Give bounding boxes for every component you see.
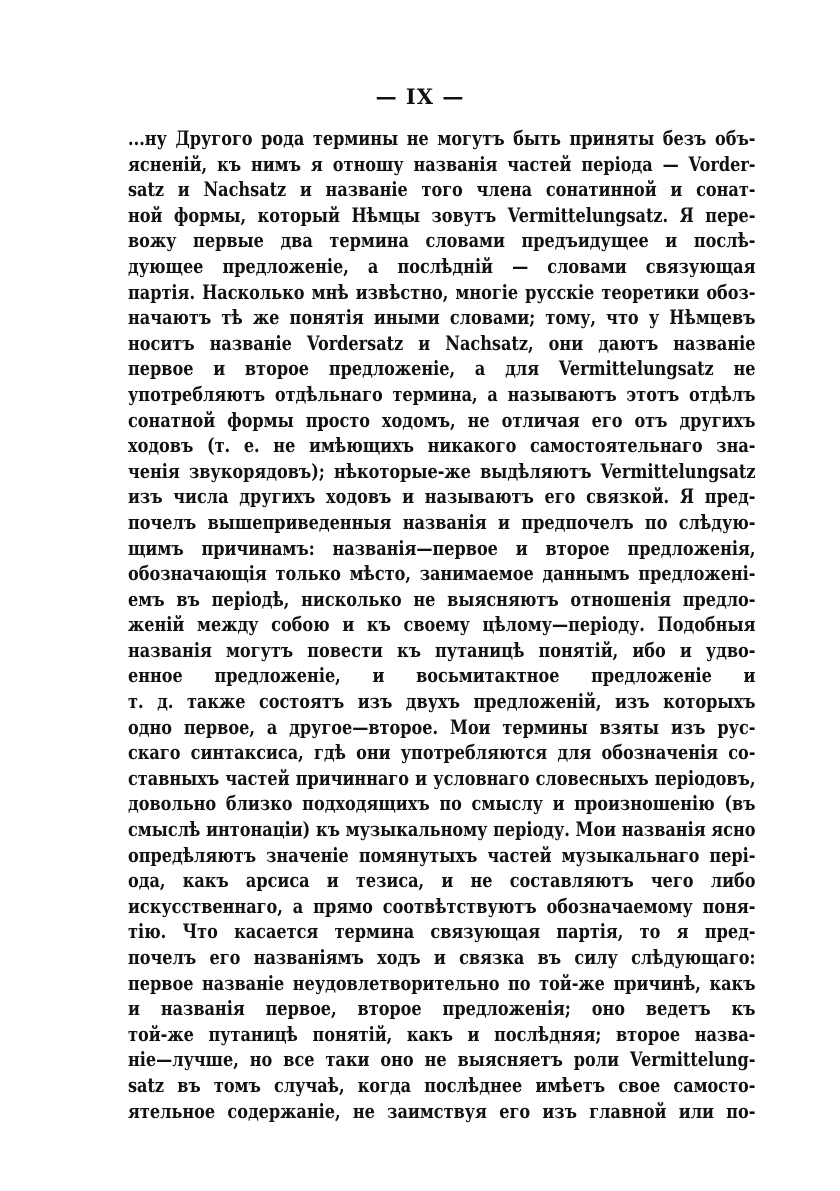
text-line: ходовъ (т. е. не имѣющихъ никакого самостоятельнаго зна- [128, 434, 756, 458]
text-line: ніе—лучше, но все таки оно не выясняетъ роли Vermittelung- [128, 1048, 756, 1072]
text-line: той-же путаницѣ понятій, какъ и послѣдняя; второе назва- [128, 1022, 756, 1046]
text-line: ода, какъ арсиса и тезиса, и не составляютъ чего либо [128, 869, 756, 893]
text-line: дующее предложеніе, а послѣдній — словами связующая [128, 254, 756, 278]
text-line: изъ числа другихъ ходовъ и называютъ его связкой. Я пред- [128, 485, 756, 509]
text-line: начаютъ тѣ же понятія иными словами; тому, что у Нѣмцевъ [128, 306, 756, 330]
text-line: партія. Насколько мнѣ извѣстно, многіе русскіе теоретики обоз- [128, 280, 756, 304]
text-line: сонатной формы просто ходомъ, не отличая его отъ другихъ [128, 408, 756, 432]
text-line: satz и Nachsatz и названіе того члена сонатинной и сонат- [128, 178, 756, 202]
text-line: смыслѣ интонаціи) къ музыкальному періоду. Мои названія ясно [128, 818, 756, 842]
text-line: satz въ томъ случаѣ, когда послѣднее имѣетъ свое самосто- [128, 1073, 756, 1097]
text-line: одно первое, а другое—второе. Мои термины взяты изъ рус- [128, 715, 756, 739]
text-line: ной формы, который Нѣмцы зовутъ Vermittelungsatz. Я пере- [128, 203, 756, 227]
text-line: носитъ названіе Vordersatz и Nachsatz, они даютъ названіе [128, 331, 756, 355]
text-line: енное предложеніе, и восьмитактное предложеніе и [128, 664, 756, 688]
text-line: емъ въ періодѣ, нисколько не выясняютъ отношенія предло- [128, 587, 756, 611]
text-line: ятельное содержаніе, не заимствуя его изъ главной или по- [128, 1099, 756, 1123]
text-line: первое названіе неудовлетворительно по той-же причинѣ, какъ [128, 971, 756, 995]
text-line: ченія звукорядовъ); нѣкоторые-же выдѣляютъ Vermittelungsatz [128, 459, 756, 483]
body-text [128, 126, 758, 1124]
text-line: почелъ его названіямъ ходъ и связка въ силу слѣдующаго: [128, 946, 756, 969]
text-line: обозначающія только мѣсто, занимаемое даннымъ предложені- [128, 562, 756, 586]
text-line: ...ну Другого рода термины не могутъ быть приняты безъ объ- [128, 127, 756, 150]
text-line: т. д. также состоятъ изъ двухъ предложеній, изъ которыхъ [128, 690, 756, 714]
text-line: щимъ причинамъ: названія—первое и второе предложенія, [128, 536, 756, 560]
text-line: первое и второе предложеніе, а для Vermittelungsatz не [128, 357, 756, 381]
text-line: скаго синтаксиса, гдѣ они употребляются для обозначенія со- [128, 741, 756, 765]
text-line: тію. Что касается термина связующая партія, то я пред- [128, 920, 756, 944]
text-line: ставныхъ частей причиннаго и условнаго словесныхъ періодовъ, [128, 766, 756, 790]
text-line: вожу первые два термина словами предъидущее и послѣ- [128, 229, 756, 253]
text-line: ясненій, къ нимъ я отношу названія частей періода — Vorder- [128, 152, 756, 176]
text-line: опредѣляютъ значеніе помянутыхъ частей музыкальнаго пері- [128, 843, 756, 867]
text-line: почелъ вышеприведенныя названія и предпочелъ по слѣдую- [128, 510, 756, 534]
page-number: — IX — [375, 84, 465, 109]
text-line: и названія первое, второе предложенія; оно ведетъ къ [128, 997, 756, 1021]
text-line: названія могутъ повести къ путаницѣ понятій, ибо и удво- [128, 638, 756, 662]
text-line: искусственнаго, а прямо соотвѣтствуютъ обозначаемому поня- [128, 894, 756, 918]
text-line: употребляютъ отдѣльнаго термина, а называютъ этотъ отдѣлъ [128, 382, 756, 406]
text-line: женій между собою и къ своему цѣлому—періоду. Подобныя [128, 613, 756, 637]
text-line: довольно близко подходящихъ по смыслу и произношенію (въ [128, 792, 756, 816]
